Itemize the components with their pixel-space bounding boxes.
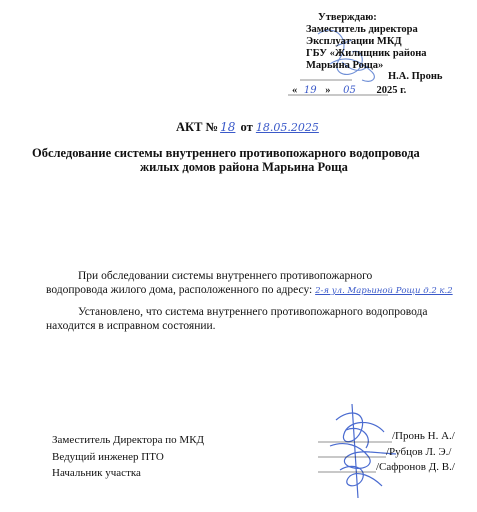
body-p1-line1: При обследовании системы внутреннего противопожарного (78, 270, 373, 282)
approval-date: « 19 » 05 2025 г. (292, 85, 407, 96)
approval-signer: Н.А. Пронь (388, 71, 443, 82)
approval-heading: Утверждаю: (318, 12, 377, 23)
address-handwritten: 2-я ул. Марьиной Рощи д.2 к.2 (315, 286, 453, 296)
signature-name: /Сафронов Д. В./ (376, 461, 455, 473)
approval-date-month: 05 (343, 85, 356, 96)
body-p2-line2: находится в исправном состоянии. (46, 320, 216, 332)
signature-position: Заместитель Директора по МКД (52, 434, 205, 446)
act-prefix: АКТ № (176, 120, 219, 134)
signature-position: Ведущий инженер ПТО (52, 451, 164, 463)
act-title-line2: жилых домов района Марьина Роща (140, 160, 348, 174)
body-p1-line2: водопровода жилого дома, расположенного по адресу: 2-я ул. Марьиной Рощи д.2 к.2 (46, 284, 453, 296)
act-title-line1: Обследование системы внутреннего противопожарного водопровода (32, 146, 420, 160)
approval-line: Заместитель директора (306, 24, 418, 35)
signature-name: /Пронь Н. А./ (392, 430, 455, 442)
approval-line: Марьина Роща» (306, 60, 384, 71)
act-from: от (240, 120, 253, 134)
act-number-line (176, 120, 319, 135)
act-date: 18.05.2025 (255, 121, 319, 134)
approval-line: Эксплуатации МКД (306, 36, 402, 47)
signature-position: Начальник участка (52, 467, 141, 479)
act-number: 18 (220, 120, 236, 134)
body-p2-line1: Установлено, что система внутреннего противопожарного водопровода (78, 306, 428, 318)
approval-date-day: 19 (303, 85, 317, 96)
signature-name: /Рубцов Л. Э./ (386, 446, 452, 458)
approval-line: ГБУ «Жилищник района (306, 48, 427, 59)
